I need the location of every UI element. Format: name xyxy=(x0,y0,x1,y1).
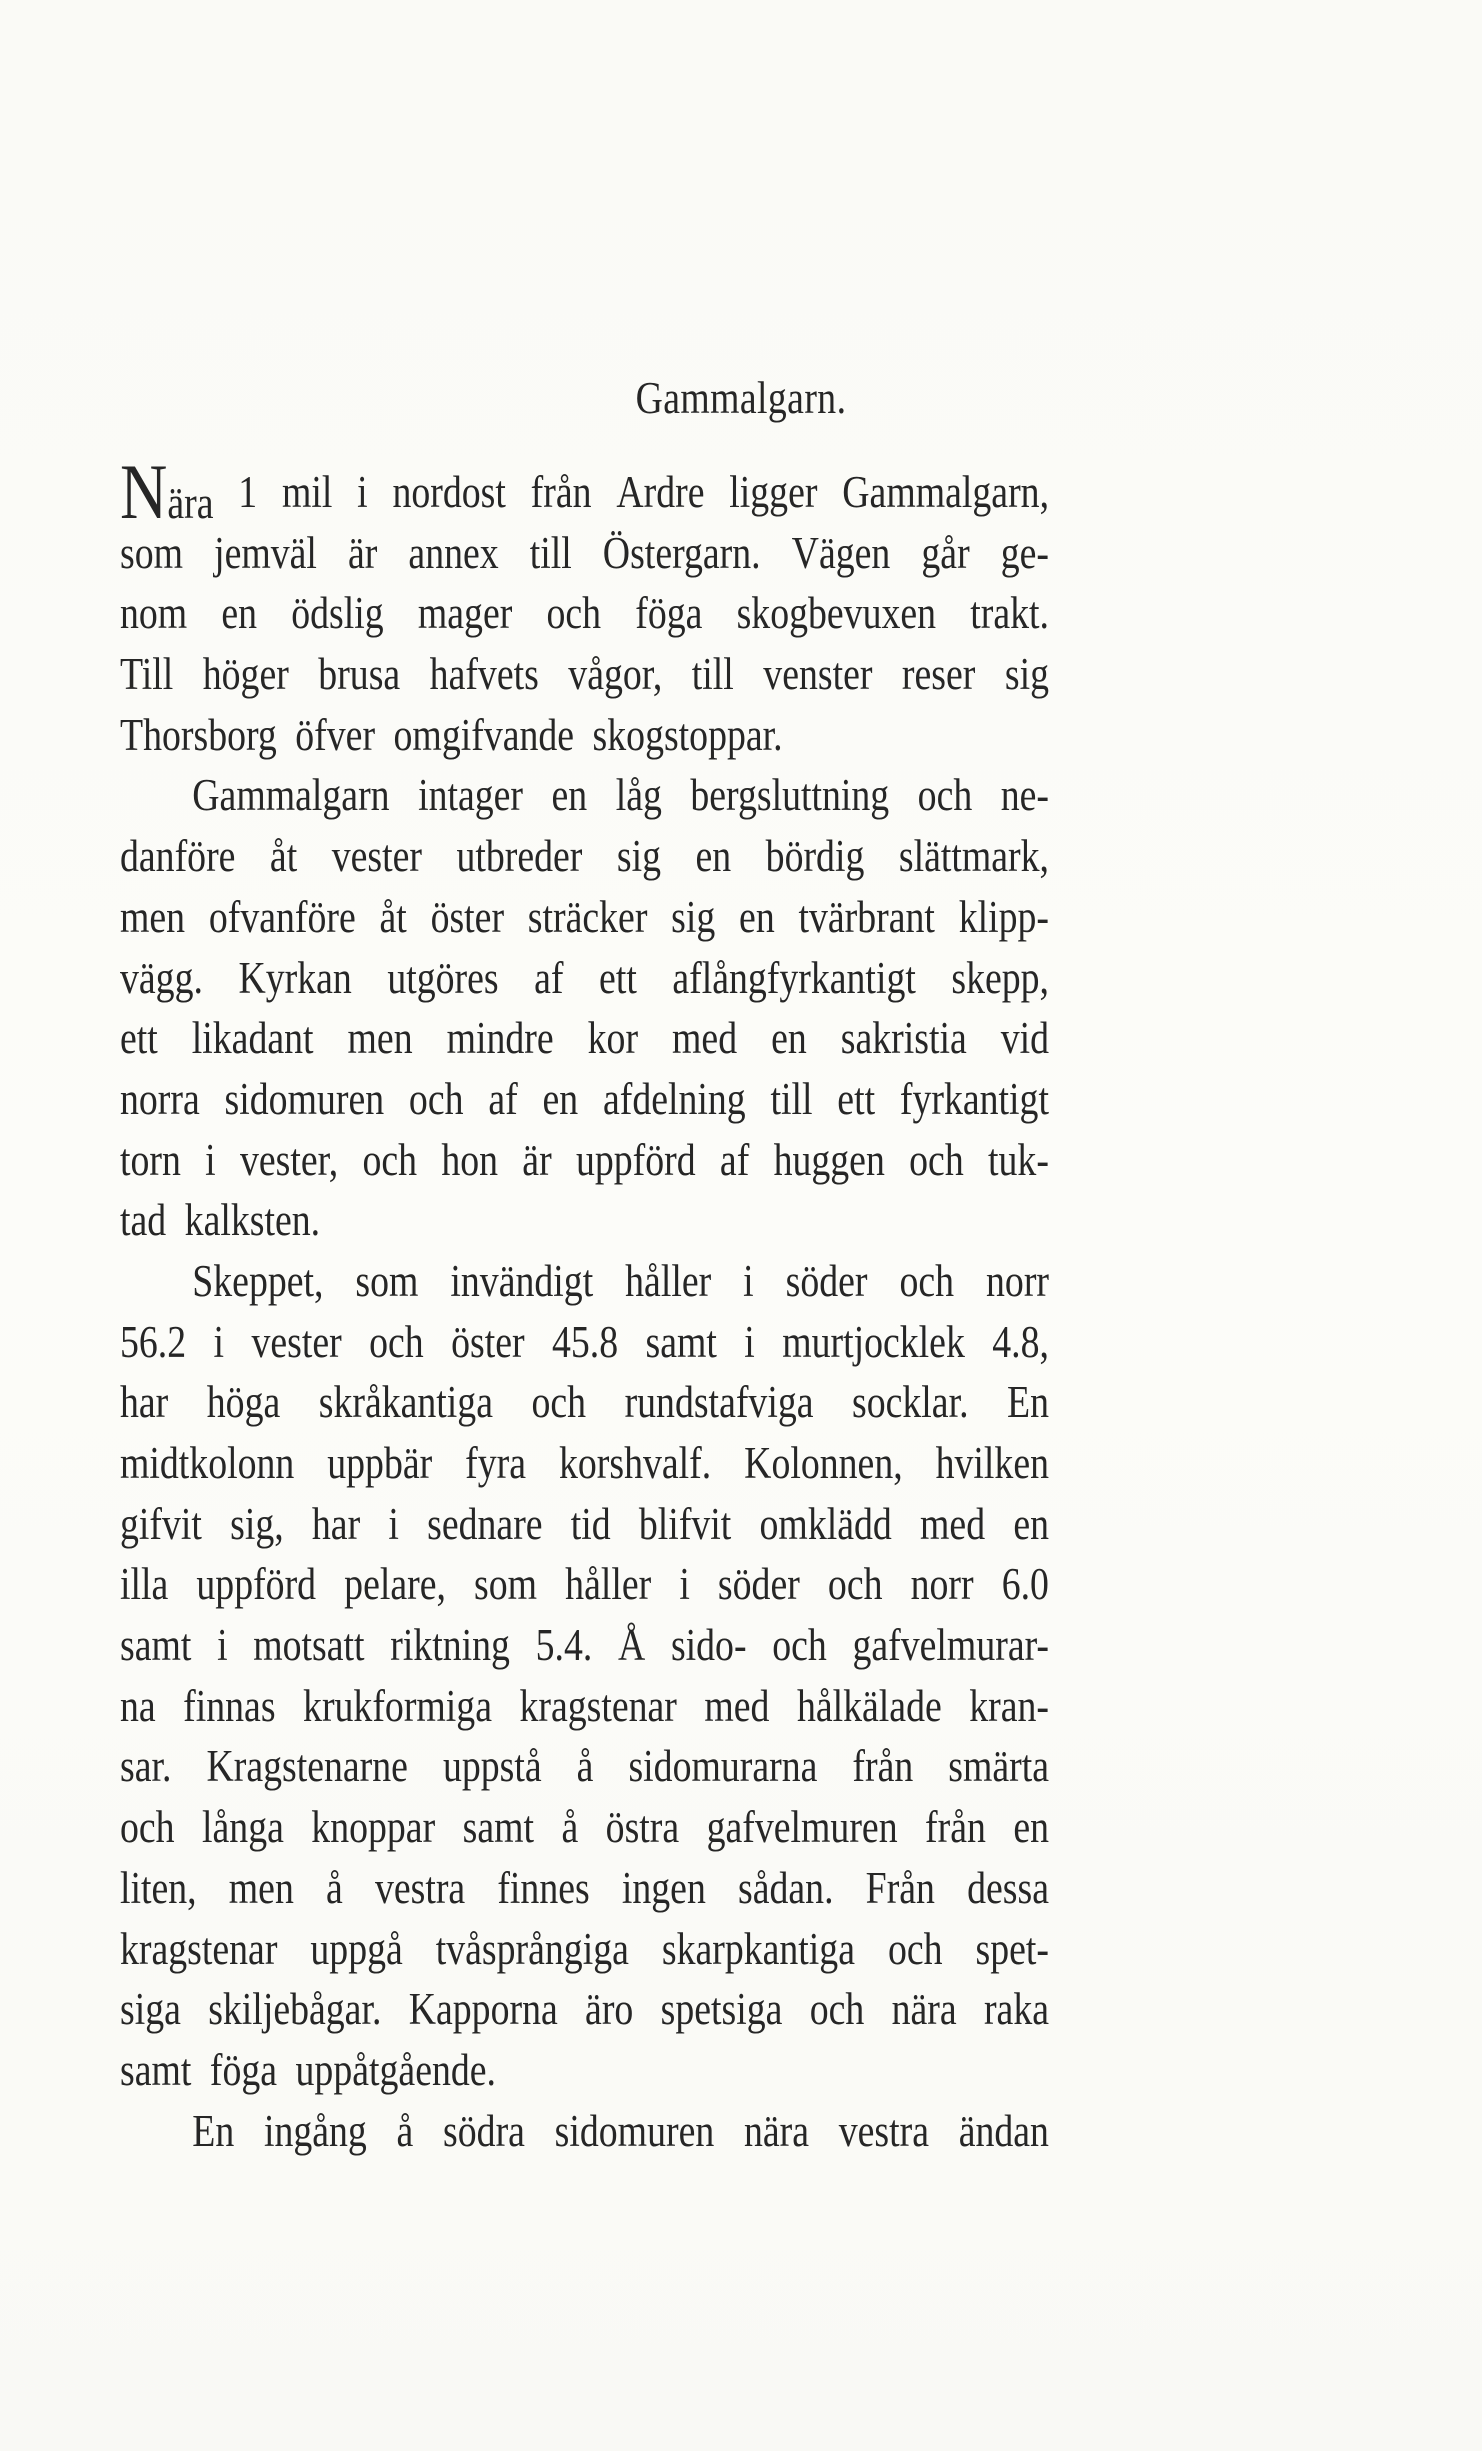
text-line xyxy=(120,705,1049,766)
word: bördig xyxy=(765,831,865,882)
word: ge- xyxy=(1000,527,1049,578)
word: och xyxy=(909,1134,964,1185)
word: ofvanföre xyxy=(208,891,356,942)
word: vägg. xyxy=(120,952,203,1003)
word: trakt. xyxy=(970,588,1049,639)
word: å xyxy=(561,1802,579,1853)
word: Kolonnen, xyxy=(744,1438,903,1488)
text-line xyxy=(120,583,1049,644)
word: ändan xyxy=(958,2105,1049,2156)
word: långa xyxy=(202,1802,284,1853)
word: murtjocklek xyxy=(782,1316,965,1367)
word: en xyxy=(1013,1802,1050,1853)
word: skråkantiga xyxy=(318,1377,493,1428)
word: siga xyxy=(120,1984,181,2035)
word: föga xyxy=(635,588,703,639)
word: invändigt xyxy=(450,1255,594,1306)
text-line xyxy=(120,1676,1049,1737)
text-line xyxy=(120,1372,1049,1433)
word: gifvit xyxy=(120,1498,202,1549)
word: en xyxy=(1013,1498,1050,1549)
word: afdelning xyxy=(602,1073,746,1124)
word: midtkolonn xyxy=(120,1438,295,1488)
word: har xyxy=(120,1377,169,1428)
text-line xyxy=(120,644,1049,705)
drop-cap-rest: ära xyxy=(167,478,214,528)
word: omgifvande xyxy=(393,709,575,760)
word: En xyxy=(192,2105,235,2156)
word: Kyrkan xyxy=(238,952,352,1003)
word: är xyxy=(347,527,378,578)
word: 56.2 xyxy=(120,1316,187,1367)
word: håller xyxy=(625,1255,712,1306)
word: och xyxy=(827,1559,883,1610)
word: En xyxy=(1007,1377,1050,1428)
word: aflångfyrkantigt xyxy=(672,952,916,1003)
word: danföre xyxy=(120,831,236,882)
word: socklar. xyxy=(852,1377,969,1428)
word: knoppar xyxy=(311,1802,436,1853)
word: och xyxy=(809,1984,865,2035)
word: spet- xyxy=(975,1923,1050,1974)
word: mil xyxy=(281,467,333,517)
text-line xyxy=(120,1008,1049,1069)
word: öster xyxy=(430,891,505,942)
word: i xyxy=(217,1620,228,1671)
word: och xyxy=(408,1073,464,1124)
word: en xyxy=(771,1013,807,1064)
word: kran- xyxy=(969,1680,1050,1731)
word: utbreder xyxy=(456,831,583,882)
word: är xyxy=(522,1134,552,1185)
word: 1 xyxy=(238,467,258,517)
text-line xyxy=(120,1190,1049,1251)
word: åt xyxy=(379,891,407,942)
word: tid xyxy=(570,1498,611,1549)
text-line xyxy=(120,1069,1049,1130)
word: Kragstenarne xyxy=(206,1741,408,1792)
word: samt xyxy=(120,1620,192,1671)
word: hvilken xyxy=(935,1438,1050,1488)
word: sig xyxy=(1004,649,1049,700)
word: illa xyxy=(120,1559,169,1610)
word: å xyxy=(326,1862,343,1913)
word: uppåtgående. xyxy=(295,2044,497,2095)
word: sidomuren xyxy=(554,2105,715,2156)
word: uppstå xyxy=(442,1741,542,1792)
word: ett xyxy=(599,952,637,1003)
word: utgöres xyxy=(387,952,499,1003)
word: finnes xyxy=(497,1862,590,1913)
word: hålkälade xyxy=(796,1680,942,1731)
word: med xyxy=(920,1498,986,1549)
text-line xyxy=(120,1312,1049,1373)
word: en xyxy=(695,831,732,882)
word: kor xyxy=(587,1013,639,1064)
word: men xyxy=(120,891,186,942)
word: en xyxy=(542,1073,579,1124)
word: sar. xyxy=(120,1741,172,1792)
word: Vägen xyxy=(791,527,891,578)
word: kragstenar xyxy=(519,1680,677,1731)
word: till xyxy=(770,1073,813,1124)
word: intager xyxy=(418,770,524,821)
word: sig, xyxy=(230,1498,284,1549)
word: Gammalgarn, xyxy=(842,467,1050,517)
word: venster xyxy=(763,649,873,700)
word: å xyxy=(576,1741,594,1792)
text-line xyxy=(120,948,1049,1009)
word: söder xyxy=(717,1559,800,1610)
word: ingång xyxy=(263,2105,367,2156)
word: finnas xyxy=(183,1680,276,1731)
text-line xyxy=(120,448,1050,535)
word: i xyxy=(357,467,368,517)
word: samt xyxy=(645,1316,717,1367)
word: i xyxy=(744,1316,755,1367)
word: tvärbrant xyxy=(798,891,935,942)
text-line xyxy=(120,2101,1049,2162)
word: omklädd xyxy=(759,1498,892,1549)
word: från xyxy=(530,467,592,517)
word: tvåsprångiga xyxy=(435,1923,629,1974)
word: sidomurarna xyxy=(628,1741,818,1792)
word: norr xyxy=(986,1255,1050,1306)
body-text xyxy=(120,448,1226,2161)
word: har xyxy=(311,1498,361,1549)
word: ett xyxy=(837,1073,876,1124)
word: annex xyxy=(408,527,499,578)
word: gafvelmuren xyxy=(706,1802,898,1853)
word: från xyxy=(925,1802,986,1853)
word: i xyxy=(679,1559,690,1610)
word: brusa xyxy=(318,649,401,700)
word: af xyxy=(719,1134,750,1185)
word: tuk- xyxy=(988,1134,1049,1185)
word: och xyxy=(546,588,602,639)
word: 45.8 xyxy=(551,1316,619,1367)
word: kragstenar xyxy=(120,1923,278,1974)
word: rundstafviga xyxy=(624,1377,814,1428)
word: men xyxy=(347,1013,413,1064)
word: uppbär xyxy=(327,1438,433,1488)
text-line xyxy=(120,1494,1049,1555)
text-line xyxy=(120,1251,1049,1312)
word: sig xyxy=(671,891,716,942)
word: 4.8, xyxy=(992,1316,1049,1367)
word: slättmark, xyxy=(898,831,1049,882)
word: med xyxy=(704,1680,770,1731)
word: 5.4. xyxy=(535,1620,593,1671)
word: hafvets xyxy=(429,649,539,700)
word: norra xyxy=(120,1073,200,1124)
word: ett xyxy=(120,1013,158,1064)
word: och xyxy=(887,1923,943,1974)
text-line xyxy=(120,826,1049,887)
word: fyra xyxy=(465,1438,527,1488)
word: och xyxy=(899,1255,955,1306)
word: sig xyxy=(616,831,661,882)
word: norr xyxy=(910,1559,974,1610)
word: går xyxy=(921,527,970,578)
word: spetsiga xyxy=(660,1984,783,2035)
word: riktning xyxy=(390,1620,510,1671)
word: ödslig xyxy=(291,588,384,639)
word: Kapporna xyxy=(408,1984,558,2035)
word: en xyxy=(551,770,588,821)
word: mager xyxy=(417,588,513,639)
word: öfver xyxy=(295,709,376,760)
word: af xyxy=(534,952,564,1003)
word: huggen xyxy=(773,1134,885,1185)
text-line xyxy=(120,1736,1049,1797)
word: kalksten. xyxy=(184,1195,321,1246)
word: höger xyxy=(202,649,289,700)
word: sednare xyxy=(427,1498,543,1549)
word: som xyxy=(120,527,184,578)
word: motsatt xyxy=(253,1620,365,1671)
text-line xyxy=(120,523,1049,584)
text-line xyxy=(120,887,1049,948)
word: i xyxy=(205,1134,216,1185)
word: söder xyxy=(785,1255,868,1306)
word: öster xyxy=(451,1316,525,1367)
word: som xyxy=(355,1255,419,1306)
word: östra xyxy=(605,1802,680,1853)
word: smärta xyxy=(948,1741,1050,1792)
word: hon xyxy=(441,1134,499,1185)
word: en xyxy=(221,588,258,639)
word: nära xyxy=(743,2105,810,2156)
word: vester, xyxy=(239,1134,339,1185)
word: nära xyxy=(891,1984,957,2035)
word: nom xyxy=(120,588,188,639)
word: dessa xyxy=(967,1862,1050,1913)
word: krukformiga xyxy=(303,1680,492,1731)
word: klipp- xyxy=(958,891,1049,942)
word: blifvit xyxy=(638,1498,732,1549)
word: gafvelmurar- xyxy=(852,1620,1050,1671)
word: nordost xyxy=(392,467,506,517)
word: sidomuren xyxy=(224,1073,385,1124)
word: en xyxy=(739,891,775,942)
word: uppgå xyxy=(310,1923,403,1974)
word: skogbevuxen xyxy=(736,588,937,639)
word: och xyxy=(362,1134,418,1185)
word: från xyxy=(852,1741,914,1792)
word: likadant xyxy=(191,1013,314,1064)
word: låg xyxy=(615,770,662,821)
word: vester xyxy=(331,831,422,882)
word: Från xyxy=(865,1862,935,1913)
word: som xyxy=(474,1559,538,1610)
word: Till xyxy=(120,649,174,700)
word: vid xyxy=(1000,1013,1050,1064)
text-line xyxy=(120,1979,1049,2040)
text-line xyxy=(120,1615,1049,1676)
word: sakristia xyxy=(840,1013,967,1064)
word: raka xyxy=(983,1984,1050,2035)
word: ne- xyxy=(1000,770,1050,821)
word: äro xyxy=(585,1984,634,2035)
word: skiljebågar. xyxy=(208,1984,382,2035)
word: vester xyxy=(251,1316,342,1367)
word: uppförd xyxy=(575,1134,696,1185)
word: 6.0 xyxy=(1001,1559,1049,1610)
drop-cap: N xyxy=(120,448,168,535)
text-line xyxy=(120,1797,1049,1858)
word: till xyxy=(529,527,572,578)
word: ligger xyxy=(729,467,818,517)
word: na xyxy=(120,1680,156,1731)
word: och xyxy=(120,1802,175,1853)
word: reser xyxy=(901,649,976,700)
word: sådan. xyxy=(738,1862,834,1913)
word: Å xyxy=(617,1620,646,1671)
word: korshvalf. xyxy=(558,1438,712,1488)
word: ingen xyxy=(621,1862,706,1913)
word xyxy=(120,448,214,535)
word: samt xyxy=(120,2044,192,2095)
word: vågor, xyxy=(568,649,663,700)
word: föga xyxy=(209,2044,278,2095)
word: i xyxy=(743,1255,754,1306)
word: bergsluttning xyxy=(690,770,890,821)
word: Ardre xyxy=(616,467,705,517)
word: mindre xyxy=(446,1013,554,1064)
word: uppförd xyxy=(196,1559,317,1610)
text-line xyxy=(120,2040,1049,2101)
word: Gammalgarn xyxy=(192,770,390,821)
word: och xyxy=(917,770,973,821)
word: Östergarn. xyxy=(602,527,761,578)
text-line xyxy=(120,1858,1049,1919)
text-line xyxy=(120,1919,1049,1980)
word: till xyxy=(691,649,734,700)
word: och xyxy=(369,1316,424,1367)
word: pelare, xyxy=(344,1559,446,1610)
word: i xyxy=(388,1498,399,1549)
word: liten, xyxy=(120,1862,197,1913)
word: och xyxy=(772,1620,827,1671)
word: sträcker xyxy=(527,891,648,942)
word: samt xyxy=(462,1802,535,1853)
word: med xyxy=(672,1013,738,1064)
word: och xyxy=(531,1377,587,1428)
word: skogstoppar. xyxy=(592,709,783,760)
word: Skeppet, xyxy=(192,1255,324,1306)
word: vestra xyxy=(374,1862,466,1913)
word: åt xyxy=(269,831,298,882)
word: fyrkantigt xyxy=(899,1073,1049,1124)
text-line xyxy=(120,1433,1049,1494)
text-line xyxy=(120,1130,1049,1191)
page-title: Gammalgarn. xyxy=(635,372,847,423)
word: torn xyxy=(120,1134,181,1185)
word: södra xyxy=(443,2105,525,2156)
text-line xyxy=(120,1554,1049,1615)
word: af xyxy=(488,1073,518,1124)
word: tad xyxy=(120,1195,167,1246)
word: å xyxy=(396,2105,414,2156)
word: i xyxy=(213,1316,225,1367)
word: jemväl xyxy=(214,527,317,578)
word: men xyxy=(228,1862,294,1913)
word: skarpkantiga xyxy=(661,1923,855,1974)
word: vestra xyxy=(838,2105,929,2156)
word: höga xyxy=(206,1377,281,1428)
word: Thorsborg xyxy=(120,709,277,760)
word: skepp, xyxy=(951,952,1050,1003)
text-line xyxy=(120,765,1049,826)
word: sido- xyxy=(670,1620,747,1671)
word: håller xyxy=(565,1559,652,1610)
